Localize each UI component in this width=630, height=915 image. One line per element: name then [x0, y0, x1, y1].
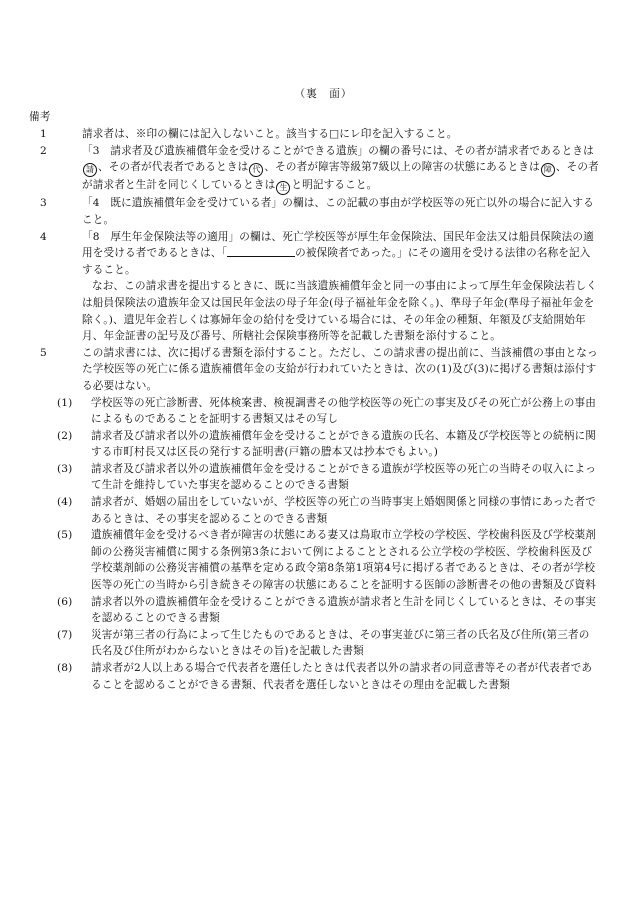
note-text: 「3 請求者及び遺族補償年金を受けることができる遺族」の欄の番号には、その者が請求者であるときは	[82, 144, 594, 157]
note-4-paragraph: なお、この請求書を提出するときに、既に当該遺族補償年金と同一の事由によって厚生年金保険法若しくは船員保険法の遺族年金又は国民年金法の母子年金(母子福祉年金を除く。)、準母子年金(準母子福祉年金を除く。)、遺児年金若しくは寡婦年金の給付を受けている場合には、その年金の種類、年額及び支給開始年月、年金証書の記号及び番号、所轄社会保険事務所等を記載した書類を添付すること。	[82, 280, 597, 343]
note-text: この請求書には、次に掲げる書類を添付すること。ただし、この請求書の提出前に、当該補償の事由となった学校医等の死亡に係る遺族補償年金の支給が行われていたときは、次の(1)及び(3)に掲げる書類は添付する必要はない。	[82, 346, 598, 392]
note-text: 、その者が代表者であるときは	[98, 161, 249, 174]
attachment-item-1	[27, 395, 600, 428]
note-text: と明記すること。	[291, 179, 378, 192]
note-item-3	[27, 195, 600, 228]
attachment-item-3	[27, 461, 600, 494]
attachment-text: 災害が第三者の行為によって生じたものであるときは、その事実並びに第三者の氏名及び住所(第三者の氏名及び住所がわからないときはその旨)を記載した書類	[91, 628, 590, 658]
note-text: 「8 厚生年金保険法等の適用」の欄は、死亡学校医等が厚生年金保険法、国民年金法又は船員保険法の適用を受ける者であるときは、「	[82, 230, 594, 260]
attachment-number: (2)	[57, 429, 73, 442]
attachment-text: 請求者及び請求者以外の遺族補償年金を受けることができる遺族が学校医等の死亡の当時その収入によって生計を維持していた事実を認めることのできる書類	[91, 462, 596, 492]
attachment-text: 請求者が2人以上ある場合で代表者を選任したときは代表者以外の請求者の同意書等その者が代表者であることを認めることができる書類、代表者を選任しないときはその理由を記載した書類	[91, 662, 593, 691]
note-text: 、その者が障害等級第7級以上の障害の状態にあるときは	[264, 161, 540, 174]
attachment-text: 遺族補償年金を受けるべき者が障害の状態にある妻又は鳥取市立学校の学校医、学校歯科医及び学校薬剤師の公務災害補償に関する条例第3条において例によることとされる公立学校の学校医、学校歯科医及び学校薬剤師の公務災害補償の基準を定める政令第8条第1項第4号に掲げる者であるときは、その者が学校医等の死亡の当時から引き続きその障害の状態にあることを証明する医師の診断書その他の書類及び資料	[91, 529, 596, 592]
attachment-item-6	[27, 594, 600, 627]
circled-char-sei: 請	[83, 163, 97, 177]
attachment-text: 請求者が、婚姻の届出をしていないが、学校医等の死亡の当時事実上婚姻関係と同様の事情にあった者であるときは、その事実を認めることのできる書類	[91, 496, 596, 525]
attachment-item-2	[27, 428, 600, 461]
note-item-4	[27, 229, 600, 279]
note-number: 4	[40, 230, 47, 243]
attachment-item-5	[27, 527, 600, 593]
attachment-text: 請求者及び請求者以外の遺族補償年金を受けることができる遺族の氏名、本籍及び学校医等との続柄に関する市町村長又は区長の発行する証明書(戸籍の謄本又は抄本でもよい。)	[91, 429, 596, 459]
attachment-item-4	[27, 494, 600, 527]
note-item-1	[27, 126, 600, 143]
note-item-2	[27, 143, 600, 196]
circled-char-sei-life: 生	[276, 181, 290, 195]
attachment-number: (1)	[57, 396, 73, 409]
note-number: 1	[40, 128, 47, 141]
attachment-text: 学校医等の死亡診断書、死体検案書、検視調書その他学校医等の死亡の事実及びその死亡が公務上の事由によるものであることを証明する書類又はその写し	[91, 396, 596, 426]
note-text: 、その者が請求者と生計を同じくしているときは	[82, 161, 599, 192]
circled-char-dai: 代	[249, 163, 263, 177]
note-number: 5	[40, 346, 47, 359]
note-number: 2	[40, 144, 47, 157]
circled-char-sho: 障	[541, 163, 555, 177]
page-side-label: （裏 面）	[294, 88, 353, 100]
attachment-number: (4)	[57, 496, 73, 509]
attachment-number: (7)	[57, 628, 73, 641]
attachment-number: (8)	[57, 662, 73, 674]
blank-underline	[227, 245, 295, 257]
attachment-text: 請求者以外の遺族補償年金を受けることができる遺族が請求者と生計を同じくしているときは、その事実を認めることのできる書類	[91, 595, 596, 625]
note-text: 請求者は、※印の欄には記入しないこと。該当する□にレ印を記入すること。	[82, 128, 458, 141]
notes-heading: 備考	[29, 110, 51, 123]
note-text: の被保険者であった。」にその適用を受ける法律の名称を記入すること。	[82, 247, 591, 276]
attachment-number: (3)	[57, 462, 73, 475]
attachment-item-8	[27, 660, 600, 693]
note-number: 3	[40, 197, 47, 210]
note-text: 「4 既に遺族補償年金を受けている者」の欄は、この記載の事由が学校医等の死亡以外の場合に記入すること。	[82, 197, 594, 226]
attachment-number: (6)	[57, 595, 73, 608]
attachment-number: (5)	[57, 529, 73, 542]
note-item-5	[27, 345, 600, 395]
attachment-item-7	[27, 627, 600, 660]
